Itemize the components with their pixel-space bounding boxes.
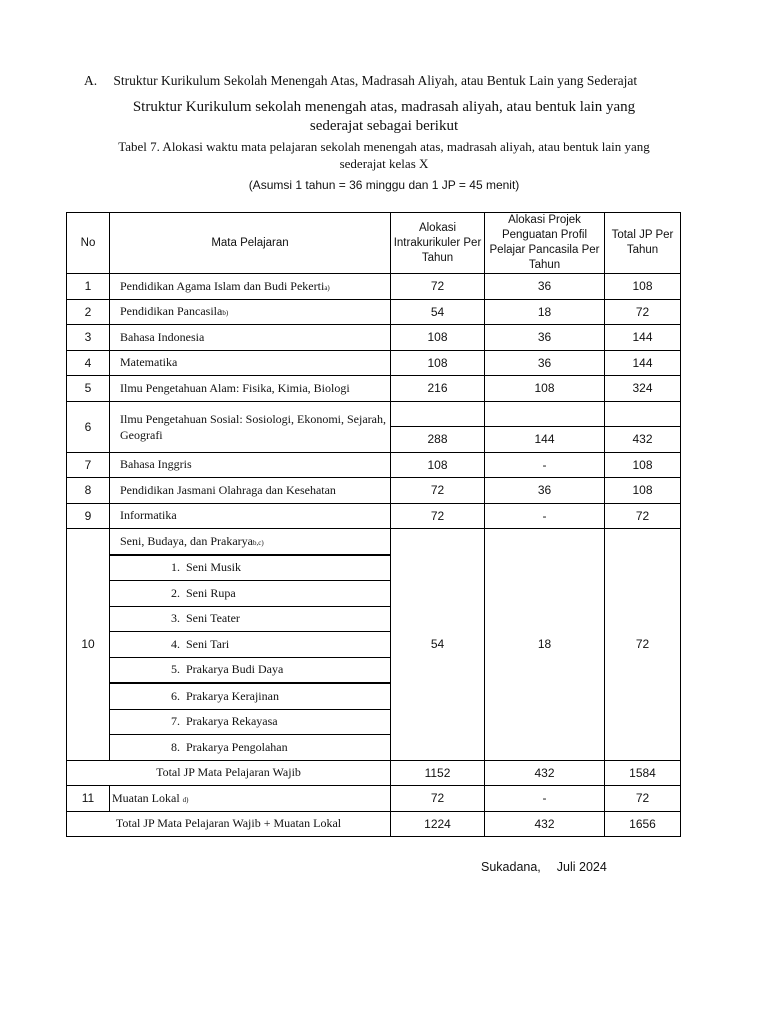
section-title: Struktur Kurikulum Sekolah Menengah Atas, Madrasah Aliyah, atau Bentuk Lain yang Sederajat bbox=[113, 73, 638, 88]
row-subject: Pendidikan Agama Islam dan Budi Pekertia) bbox=[110, 274, 391, 300]
row-no: 1 bbox=[67, 274, 110, 300]
row-total: 108 bbox=[605, 274, 681, 300]
row-intra: 216 bbox=[391, 376, 485, 402]
document-title bbox=[60, 98, 708, 136]
footnote-marker: d) bbox=[182, 795, 189, 804]
row-subject: Ilmu Pengetahuan Sosial: Sosiologi, Ekonomi, Sejarah, Geografi bbox=[110, 401, 391, 452]
table-row bbox=[67, 503, 681, 529]
row-no: 7 bbox=[67, 452, 110, 478]
row-no: 10 bbox=[67, 529, 110, 761]
table-caption-line-2: sederajat kelas X bbox=[339, 156, 429, 171]
assumption-note: (Asumsi 1 tahun = 36 minggu dan 1 JP = 45 menit) bbox=[248, 178, 520, 192]
header-total: Total JP Per Tahun bbox=[605, 213, 681, 274]
arts-item: 6. Prakarya Kerajinan bbox=[110, 683, 391, 709]
total-all-intra: 1224 bbox=[391, 811, 485, 837]
row-subject: Muatan Lokal d) bbox=[110, 786, 391, 812]
row-project: 36 bbox=[485, 274, 605, 300]
row-project: 18 bbox=[485, 299, 605, 325]
sign-off bbox=[481, 860, 607, 874]
row-blank-cell bbox=[485, 401, 605, 427]
row-project: 36 bbox=[485, 478, 605, 504]
total-required-project: 432 bbox=[485, 760, 605, 786]
row-project: - bbox=[485, 503, 605, 529]
total-all-label: Total JP Mata Pelajaran Wajib + Muatan Lokal bbox=[67, 811, 391, 837]
footnote-marker: a) bbox=[324, 283, 330, 292]
total-all-row bbox=[67, 811, 681, 837]
table-header-row bbox=[67, 213, 681, 274]
arts-group-row bbox=[67, 529, 681, 555]
table-row bbox=[67, 478, 681, 504]
row-subject: Informatika bbox=[110, 503, 391, 529]
total-required-intra: 1152 bbox=[391, 760, 485, 786]
row-subject: Bahasa Indonesia bbox=[110, 325, 391, 351]
row-no: 3 bbox=[67, 325, 110, 351]
row-no: 8 bbox=[67, 478, 110, 504]
row-intra: 72 bbox=[391, 478, 485, 504]
row-project: 108 bbox=[485, 376, 605, 402]
table-row bbox=[67, 452, 681, 478]
row-total: 72 bbox=[605, 299, 681, 325]
arts-item: 2. Seni Rupa bbox=[110, 581, 391, 607]
header-subject: Mata Pelajaran bbox=[110, 213, 391, 274]
table-row bbox=[67, 376, 681, 402]
table-row bbox=[67, 299, 681, 325]
row-no: 9 bbox=[67, 503, 110, 529]
row-no: 5 bbox=[67, 376, 110, 402]
curriculum-table bbox=[66, 212, 681, 837]
total-required-label: Total JP Mata Pelajaran Wajib bbox=[67, 760, 391, 786]
row-subject: Pendidikan Pancasilab) bbox=[110, 299, 391, 325]
arts-item: 1. Seni Musik bbox=[110, 555, 391, 581]
footnote-marker: b,c) bbox=[252, 538, 264, 547]
table-row bbox=[67, 401, 681, 427]
arts-item: 4. Seni Tari bbox=[110, 632, 391, 658]
arts-item: 5. Prakarya Budi Daya bbox=[110, 657, 391, 683]
row-subject: Matematika bbox=[110, 350, 391, 376]
total-required-total: 1584 bbox=[605, 760, 681, 786]
total-required-row bbox=[67, 760, 681, 786]
row-project: - bbox=[485, 452, 605, 478]
row-project: 36 bbox=[485, 350, 605, 376]
section-letter: A. bbox=[84, 73, 98, 88]
document-title-line-1: Struktur Kurikulum sekolah menengah atas, madrasah aliyah, atau bentuk lain yang bbox=[132, 99, 636, 115]
row-subject: Pendidikan Jasmani Olahraga dan Kesehatan bbox=[110, 478, 391, 504]
row-no: 6 bbox=[67, 401, 110, 452]
total-all-project: 432 bbox=[485, 811, 605, 837]
row-project: 144 bbox=[485, 427, 605, 453]
section-heading bbox=[84, 73, 637, 89]
table-row bbox=[67, 325, 681, 351]
table-row bbox=[67, 786, 681, 812]
row-blank-cell bbox=[391, 401, 485, 427]
row-total: 144 bbox=[605, 350, 681, 376]
header-intra: Alokasi Intrakurikuler Per Tahun bbox=[391, 213, 485, 274]
table-row bbox=[67, 350, 681, 376]
row-total: 72 bbox=[605, 786, 681, 812]
row-subject: Ilmu Pengetahuan Alam: Fisika, Kimia, Biologi bbox=[110, 376, 391, 402]
table-caption-line-1: Tabel 7. Alokasi waktu mata pelajaran sekolah menengah atas, madrasah aliyah, atau bentuk lain yang bbox=[118, 139, 650, 154]
row-no: 4 bbox=[67, 350, 110, 376]
row-project: 18 bbox=[485, 529, 605, 761]
header-project: Alokasi Projek Penguatan Profil Pelajar Pancasila Per Tahun bbox=[485, 213, 605, 274]
arts-group-title: Seni, Budaya, dan Prakaryab,c) bbox=[110, 529, 391, 555]
row-intra: 108 bbox=[391, 350, 485, 376]
row-intra: 108 bbox=[391, 325, 485, 351]
row-intra: 72 bbox=[391, 274, 485, 300]
row-total: 432 bbox=[605, 427, 681, 453]
row-project: 36 bbox=[485, 325, 605, 351]
sign-off-place: Sukadana, bbox=[481, 860, 541, 874]
row-subject: Bahasa Inggris bbox=[110, 452, 391, 478]
table-caption bbox=[60, 138, 708, 172]
sign-off-date: Juli 2024 bbox=[556, 860, 607, 874]
footnote-marker: b) bbox=[222, 309, 229, 318]
row-total: 324 bbox=[605, 376, 681, 402]
document-title-line-2: sederajat sebagai berikut bbox=[309, 118, 459, 134]
row-no: 2 bbox=[67, 299, 110, 325]
arts-item: 3. Seni Teater bbox=[110, 606, 391, 632]
total-all-total: 1656 bbox=[605, 811, 681, 837]
row-intra: 288 bbox=[391, 427, 485, 453]
row-total: 72 bbox=[605, 529, 681, 761]
row-project: - bbox=[485, 786, 605, 812]
row-no: 11 bbox=[67, 786, 110, 812]
row-intra: 72 bbox=[391, 503, 485, 529]
row-total: 72 bbox=[605, 503, 681, 529]
row-intra: 108 bbox=[391, 452, 485, 478]
row-total: 144 bbox=[605, 325, 681, 351]
table-row bbox=[67, 274, 681, 300]
row-intra: 72 bbox=[391, 786, 485, 812]
arts-item: 8. Prakarya Pengolahan bbox=[110, 735, 391, 761]
row-intra: 54 bbox=[391, 529, 485, 761]
arts-item: 7. Prakarya Rekayasa bbox=[110, 709, 391, 735]
row-total: 108 bbox=[605, 478, 681, 504]
row-intra: 54 bbox=[391, 299, 485, 325]
row-total: 108 bbox=[605, 452, 681, 478]
header-no: No bbox=[67, 213, 110, 274]
row-blank-cell bbox=[605, 401, 681, 427]
